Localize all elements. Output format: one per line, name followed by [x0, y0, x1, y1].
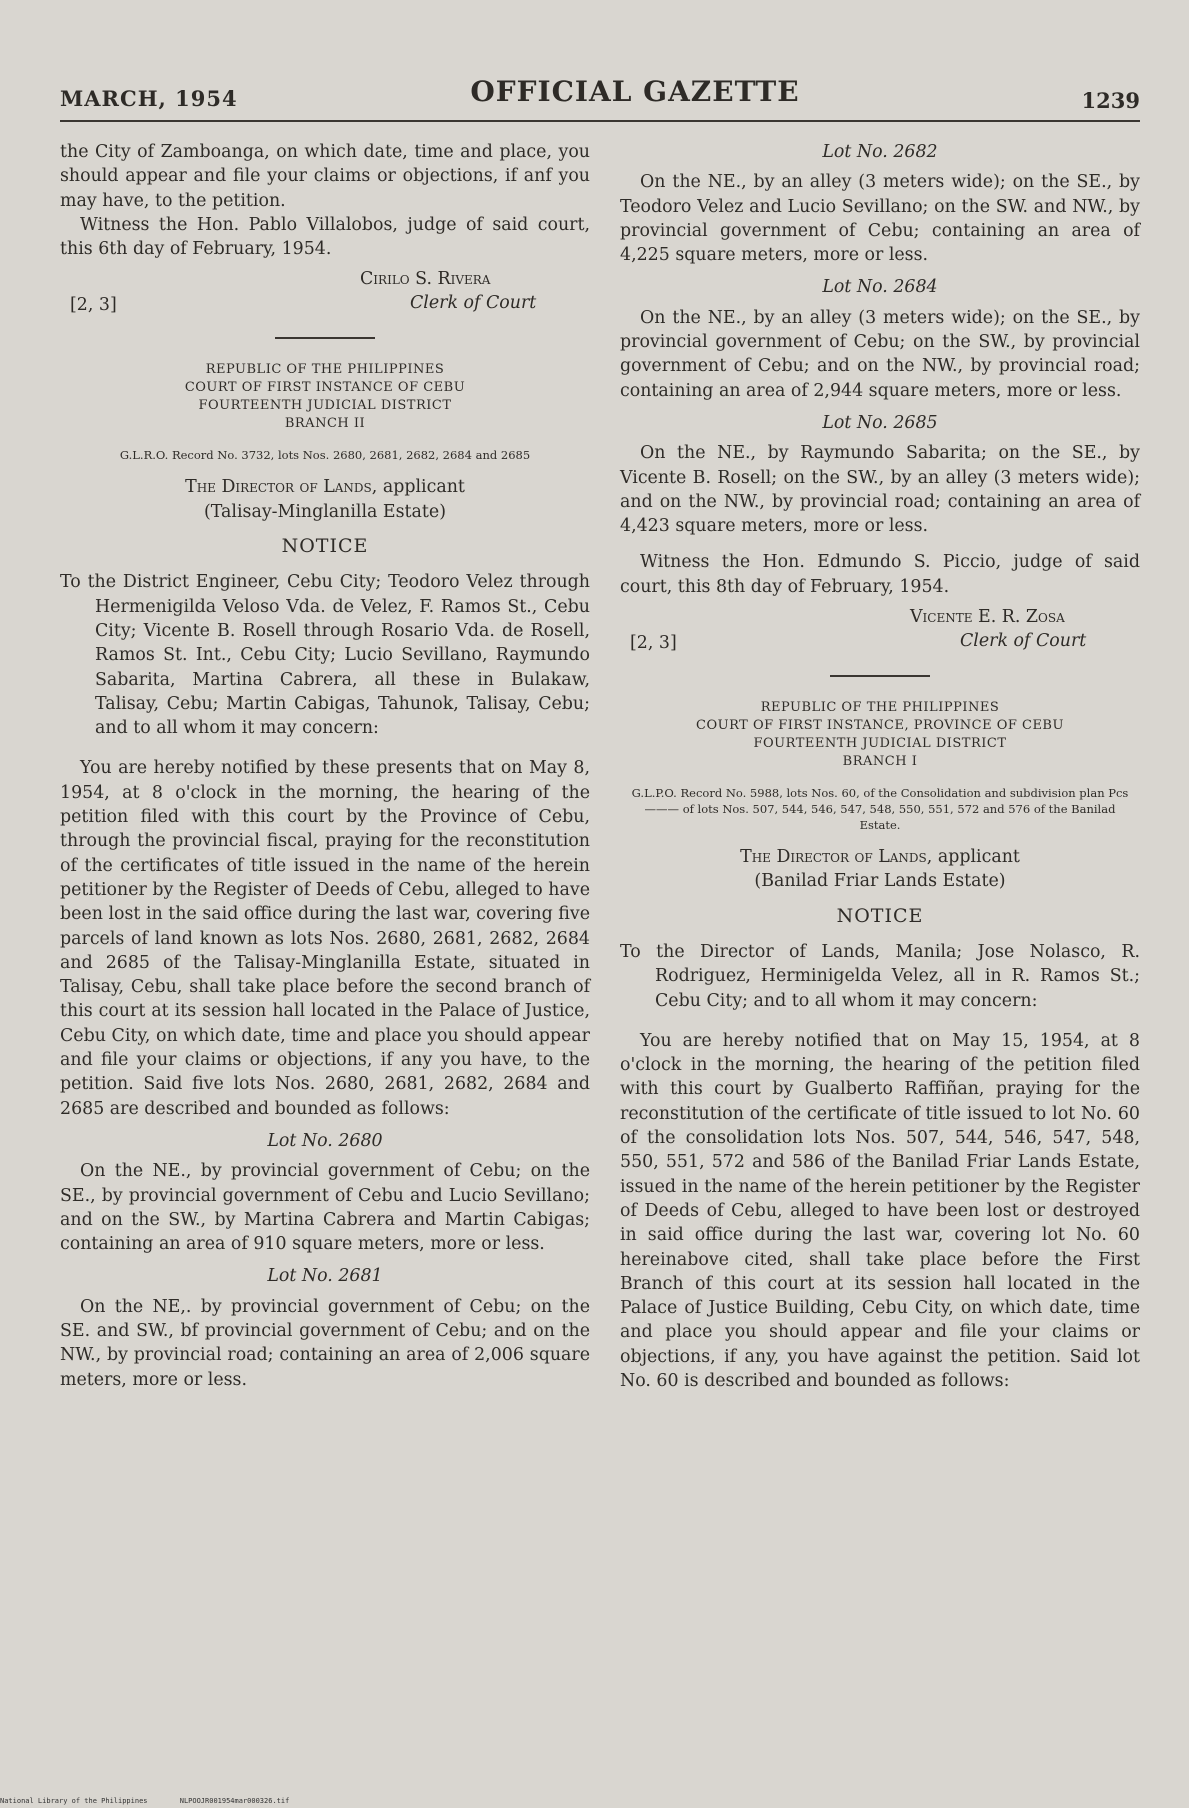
issue-reference: [2, 3]	[630, 633, 677, 654]
court-line: REPUBLIC OF THE PHILIPPINES	[760, 700, 1000, 716]
lot-heading: Lot No. 2680	[267, 1130, 383, 1151]
lot-heading: Lot No. 2682	[822, 142, 938, 162]
continuation-paragraph: the City of Zamboanga, on which date, time and place, you should appear and file your claims or objections, if anf you may have, to the petition.	[60, 142, 590, 211]
addressees-paragraph: To the Director of Lands, Manila; Jose Nolasco, R. Rodriguez, Herminigelda Velez, all in R. Ramos St.; Cebu City; and to all whom it may concern:	[620, 941, 1140, 1011]
witness-paragraph: Witness the Hon. Edmundo S. Piccio, judge of said court, this 8th day of February, 1954.	[620, 552, 1140, 597]
lot-heading: Lot No. 2685	[822, 412, 938, 433]
applicant-line	[620, 845, 1140, 869]
publication-title: OFFICIAL GAZETTE	[470, 75, 800, 108]
applicant-role: applicant	[382, 477, 465, 498]
applicant-role: applicant	[937, 847, 1020, 868]
header-rule	[60, 120, 1140, 122]
right-column	[620, 140, 1140, 1393]
signature-block	[620, 605, 1140, 657]
applicant-name: The Director of Lands,	[740, 847, 933, 868]
clerk-name: Vicente E. R. Zosa	[910, 607, 1065, 628]
applicant-name: The Director of Lands,	[185, 477, 378, 498]
signature-block	[60, 267, 590, 319]
court-line: COURT OF FIRST INSTANCE OF CEBU	[184, 380, 466, 396]
page-header	[60, 70, 1140, 120]
estate-name: (Talisay-Minglanilla Estate)	[204, 501, 446, 522]
library-name: National Library of the Philippines	[0, 1797, 148, 1805]
scan-footer	[0, 1797, 317, 1806]
court-header	[620, 699, 1140, 771]
left-column	[60, 140, 590, 1392]
clerk-title: Clerk of Court	[960, 631, 1087, 652]
notice-body: You are hereby notified by these presents that on May 8, 1954, at 8 o'clock in the morning, the hearing of the petition filed with this court by the Province of Cebu, through the provincial fiscal, praying for the reconstitution of the certificates of title issued in the name of the herein petitioner by the Register of Deeds of Cebu, alleged to have been lost in the said office during the last war, covering five parcels of land known as lots Nos. 2680, 2681, 2682, 2684 and 2685 of the Talisay-Minglanilla Estate, situated in Talisay, Cebu, shall take place before the second branch of this court at its session hall located in the Palace of Justice, Cebu City, on which date, time and place you should appear and file your claims or objections, if any you have, to the petition. Said five lots Nos. 2680, 2681, 2682, 2684 and 2685 are described and bounded as follows:	[60, 758, 590, 1119]
lot-description: On the NE., by provincial government of Cebu; on the SE., by provincial government of Cebu and Lucio Sevillano; and on the SW., by Martina Cabrera and Martin Cabigas; containing an area of 910 square meters, more or less.	[60, 1161, 590, 1255]
estate-name: (Banilad Friar Lands Estate)	[754, 871, 1006, 892]
clerk-name: Cirilo S. Rivera	[360, 269, 491, 290]
lot-description: On the NE., by Raymundo Sabarita; on the SE., by Vicente B. Rosell; on the SW., by an alley (3 meters wide); and on the NW., by provincial road; containing an area of 4,423 square meters, more or less.	[620, 443, 1140, 537]
court-line: COURT OF FIRST INSTANCE, PROVINCE OF CEBU	[696, 718, 1064, 734]
court-line: REPUBLIC OF THE PHILIPPINES	[205, 362, 445, 378]
notice-body: You are hereby notified that on May 15, 1954, at 8 o'clock in the morning, the hearing of the petition filed with this court by Gualberto Raffiñan, praying for the reconstitution of the certificate of title issued to lot No. 60 of the consolidation lots Nos. 507, 544, 546, 547, 548, 550, 551, 572 and 586 of the Banilad Friar Lands Estate, issued in the name of the herein petitioner by the Register of Deeds of Cebu, alleged to have been lost or destroyed in said office during the last war, covering lot No. 60 hereinabove cited, shall take place before the First Branch of this court at its session hall located in the Palace of Justice Building, Cebu City, on which date, time and place you should appear and file your claims or objections, if any, you have against the petition. Said lot No. 60 is described and bounded as follows:	[620, 1030, 1140, 1391]
addressees-paragraph: To the District Engineer, Cebu City; Teodoro Velez through Hermenigilda Veloso Vda. de Velez, F. Ramos St., Cebu City; Vicente B. Rosell through Rosario Vda. de Rosell, Ramos St. Int., Cebu City; Lucio Sevillano, Raymundo Sabarita, Martina Cabrera, all these in Bulakaw, Talisay, Cebu; Martin Cabigas, Tahunok, Talisay, Cebu; and to all whom it may concern:	[60, 572, 590, 739]
witness-paragraph: Witness the Hon. Pablo Villalobos, judge of said court, this 6th day of February, 1954.	[60, 214, 590, 260]
page-number: 1239	[1081, 88, 1140, 113]
court-header	[60, 361, 590, 433]
court-line: BRANCH II	[284, 416, 366, 432]
clerk-title: Clerk of Court	[410, 293, 537, 314]
lot-description: On the NE., by an alley (3 meters wide); on the SE., by Teodoro Velez and Lucio Sevillano; on the SW. and NW., by provincial government of Cebu; containing an area of 4,225 square meters, more or less.	[620, 172, 1140, 266]
lot-heading: Lot No. 2684	[822, 277, 938, 298]
file-id: NLPOOJR001954mar000326.tif	[179, 1797, 290, 1805]
court-line: FOURTEENTH JUDICIAL DISTRICT	[198, 398, 452, 414]
applicant-line	[60, 475, 590, 499]
record-line: G.L.P.O. Record No. 5988, lots Nos. 60, of the Consolidation and subdivision plan Pcs——— of lots Nos. 507, 544, 546, 547, 548, 550, 551, 572 and 576 of the Banilad Estate.	[631, 786, 1129, 833]
lot-description: On the NE,. by provincial government of Cebu; on the SE. and SW., bf provincial government of Cebu; and on the NW., by provincial road; containing an area of 2,006 square meters, more or less.	[60, 1296, 590, 1390]
court-line: BRANCH I	[842, 754, 918, 770]
court-line: FOURTEENTH JUDICIAL DISTRICT	[753, 736, 1007, 752]
notice-title: NOTICE	[836, 904, 924, 927]
record-line: G.L.R.O. Record No. 3732, lots Nos. 2680, 2681, 2682, 2684 and 2685	[119, 448, 531, 463]
notice-title: NOTICE	[281, 535, 369, 558]
section-divider	[275, 337, 375, 339]
lot-description: On the NE., by an alley (3 meters wide); on the SE., by provincial government of Cebu; on the SW., by provincial government of Cebu; and on the NW., by provincial road; containing an area of 2,944 square meters, more or less.	[620, 307, 1140, 401]
issue-date: MARCH, 1954	[60, 86, 238, 111]
section-divider	[830, 675, 930, 677]
issue-reference: [2, 3]	[70, 295, 117, 316]
lot-heading: Lot No. 2681	[267, 1266, 383, 1287]
